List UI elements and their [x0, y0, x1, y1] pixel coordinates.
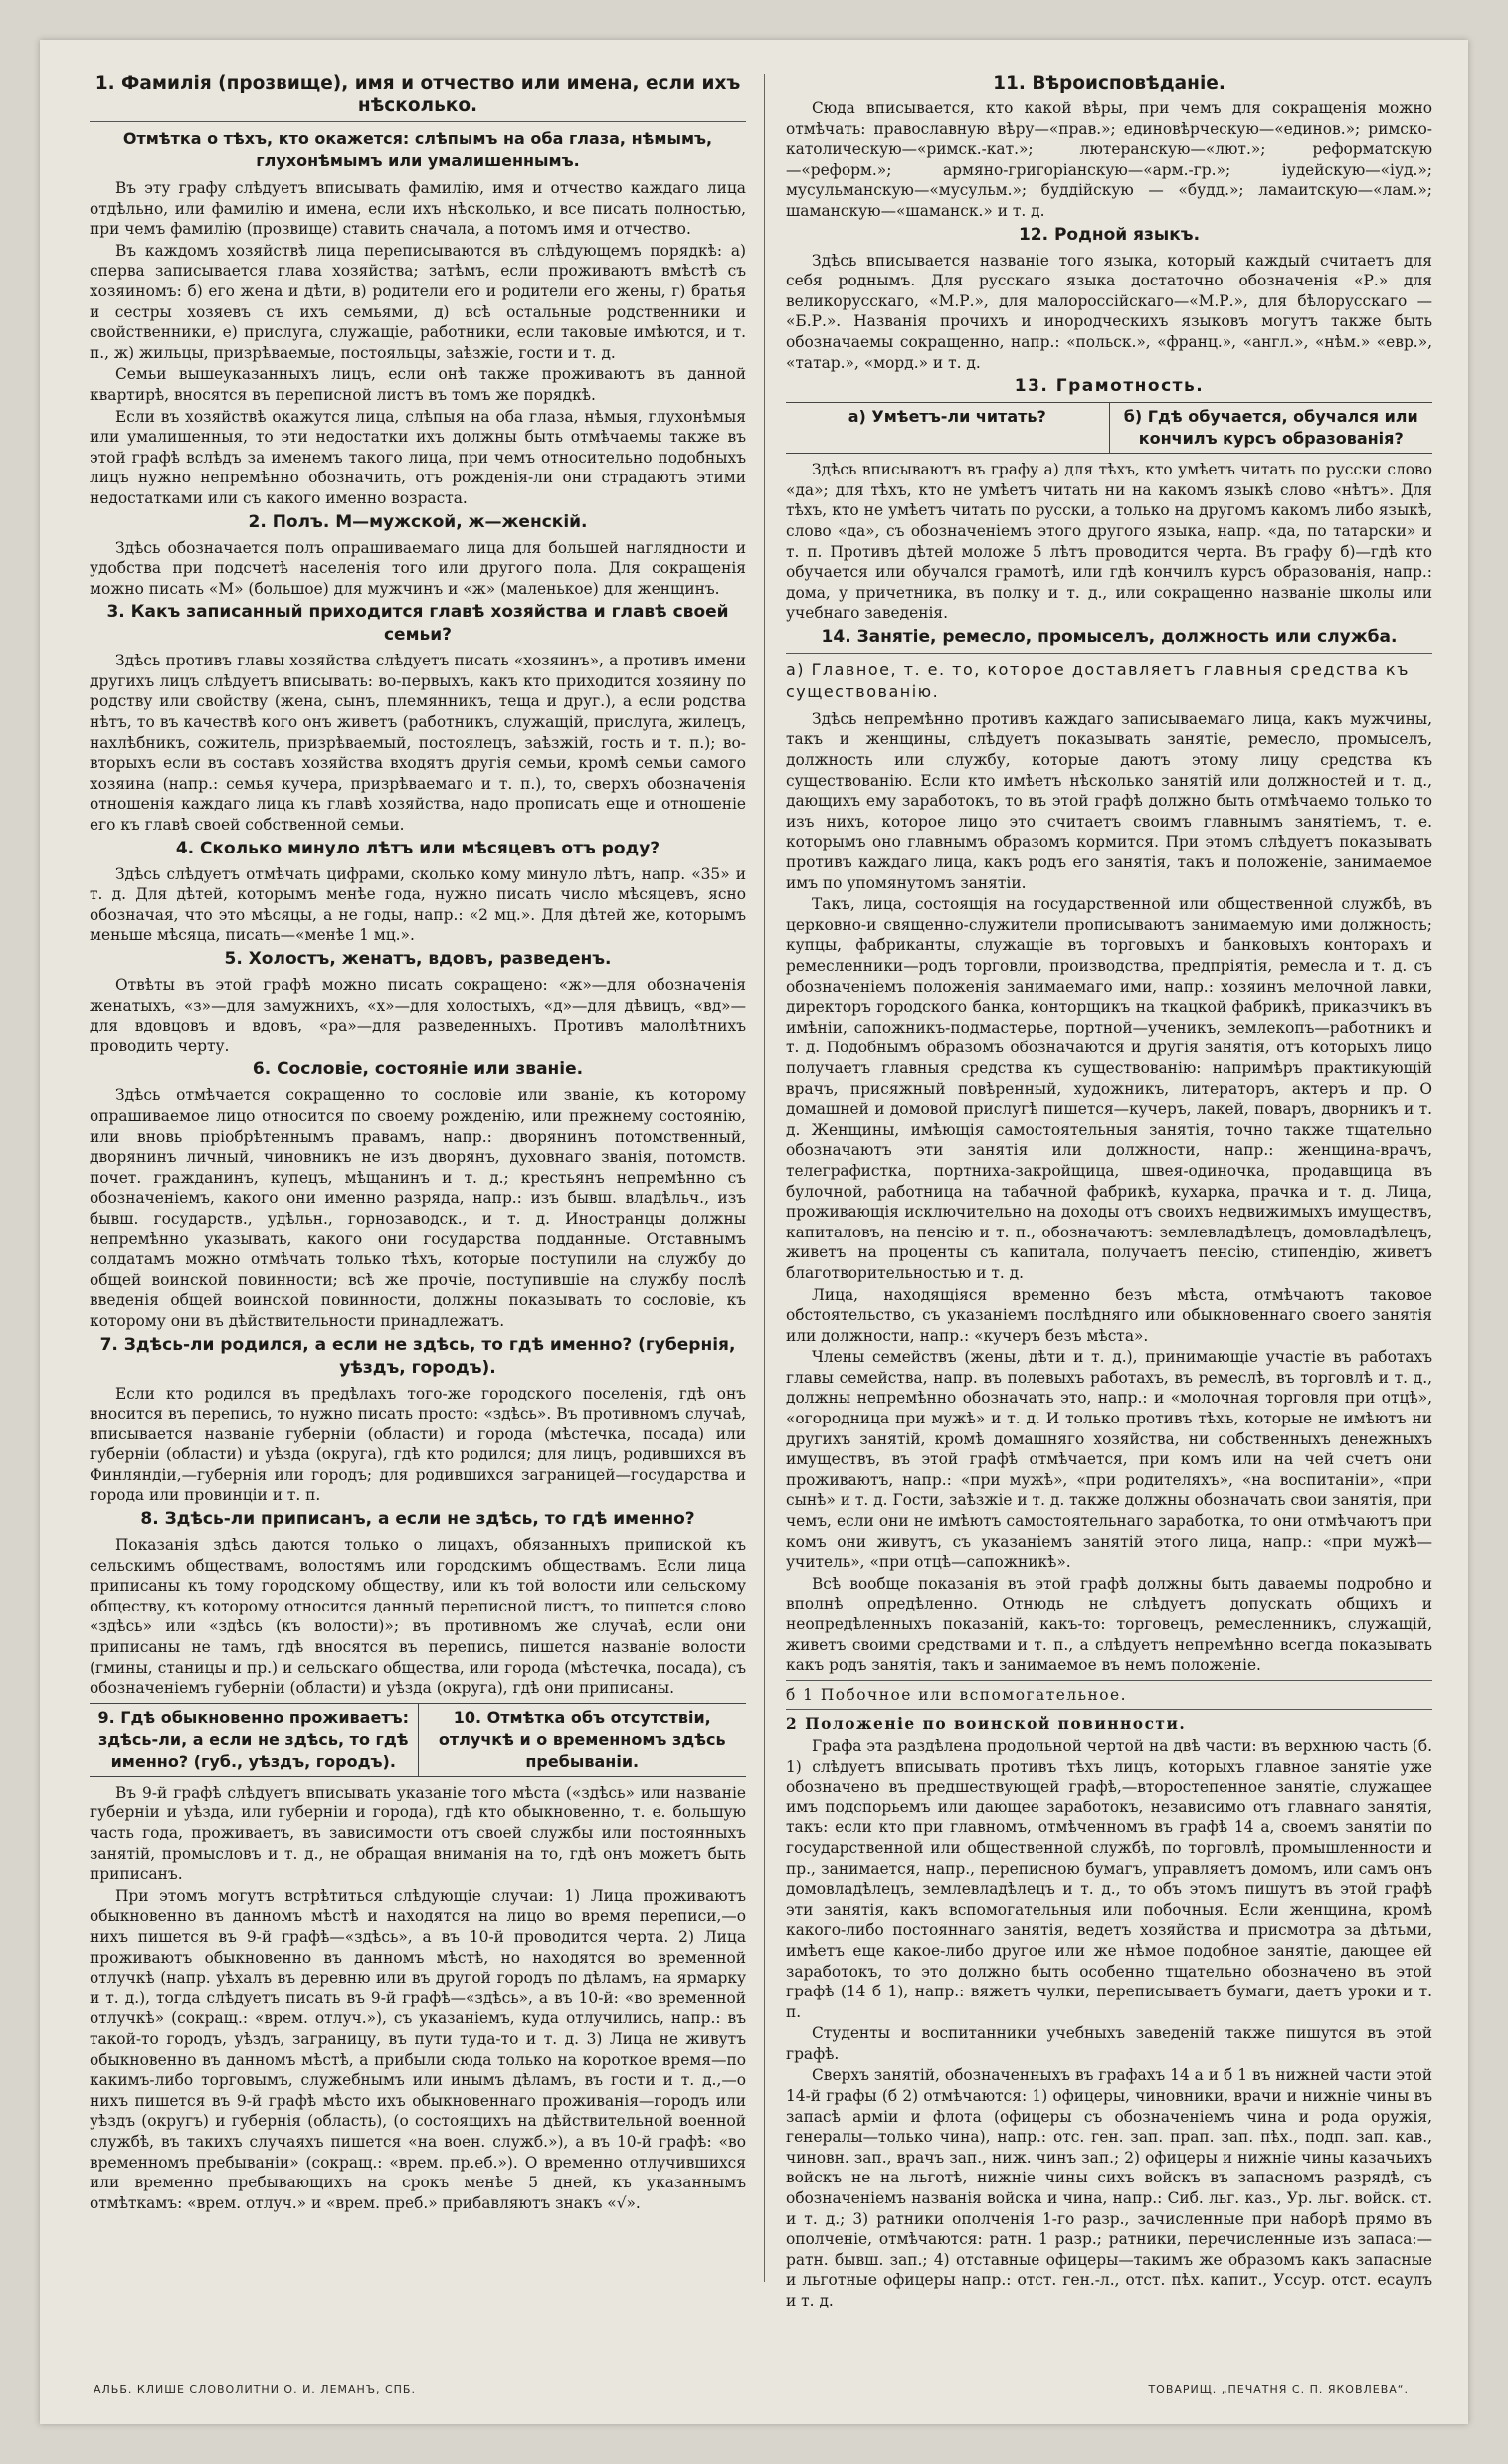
paragraph: Здѣсь обозначается полъ опрашиваемаго лица для большей наглядности и удобства при подсчетѣ населенія того или другого пола. Для сокращенія можно писать «М» (большое) для мужчинъ и «ж» (маленькое) для женщинъ. [90, 538, 746, 598]
section-13b-title: б) Гдѣ обучается, обучался или кончилъ курсъ образованія? [1109, 403, 1433, 453]
paragraph: Сюда вписывается, кто какой вѣры, при чемъ для сокращенія можно отмѣчать: православную вѣру—«прав.»; единовѣрческую—«единов.»; римско-католическую—«римск.-кат.»; лютеранскую—«лют.»; реформатскую—«реформ.»; армяно-григоріанскую—«арм.-гр.»; іудейскую—«іуд.»; мусульманскую—«мусульм.»; буддійскую — «будд.»; ламаитскую—«лам.»; шаманскую—«шаманск.» и т. д. [786, 99, 1432, 220]
paragraph: Здѣсь вписывается названіе того языка, который каждый считаетъ для себя роднымъ. Для русскаго языка достаточно обозначенія «Р.» для великорусскаго, «М.Р.», для малороссійскаго—«М.Р.», для бѣлорусскаго — «Б.Р.». Названія прочихъ и инородческихъ языковъ могутъ также быть обозначаемы сокращенно, напр.: «польск.», «франц.», «англ.», «нѣм.» «евр.», «татар.», «морд.» и т. д. [786, 251, 1432, 372]
paragraph: Показанія здѣсь даются только о лицахъ, обязанныхъ припиской къ сельскимъ обществамъ, волостямъ или городскимъ обществамъ. Если лица приписаны къ тому городскому обществу, или къ той волости или сельскому обществу, къ которому относится данный переписной листъ, то пишется слово «здѣсь» или «здѣсь (къ волости)»; въ противномъ же случаѣ, если они приписаны не тамъ, гдѣ вносятся въ перепись, пишется названіе волости (гмины, станицы и пр.) и сельскаго общества, или города (мѣстечка, посада), съ обозначеніемъ губерніи (области) и уѣзда (округа), гдѣ они приписаны. [90, 1536, 746, 1698]
section-4-title: 4. Сколько минуло лѣтъ или мѣсяцевъ отъ роду? [175, 838, 660, 858]
divider-rule [786, 653, 1432, 654]
section-8-title: 8. Здѣсь-ли приписанъ, а если не здѣсь, то гдѣ именно? [140, 1509, 695, 1530]
section-3-title: 3. Какъ записанный приходится главѣ хозяйства и главѣ своей семьи? [106, 602, 729, 646]
section-13-subheaders [786, 402, 1432, 454]
paragraph: Если кто родился въ предѣлахъ того-же городского поселенія, гдѣ онъ вносится въ перепись, то нужно писать просто: «здѣсь». Въ противномъ случаѣ, вписывается названіе губерніи (области) и города (мѣстечка, посада) или губерніи (области) и уѣзда (округа), гдѣ кто родился; для лицъ, родившихся въ Финляндіи,—губернія или городъ; для родившихся заграницей—государства и города или провинціи и т. п. [90, 1384, 746, 1505]
divider-rule [786, 1680, 1432, 1681]
section-13a-title: а) Умѣетъ-ли читать? [848, 407, 1046, 427]
paragraph: Здѣсь слѣдуетъ отмѣчать цифрами, сколько кому минуло лѣтъ, напр. «35» и т. д. Для дѣтей, которымъ менѣе года, нужно писать число мѣсяцевъ, ясно обозначая, что это мѣсяцы, а не годы, напр.: «2 мц.». Для дѣтей же, которымъ меньше мѣсяца, писать—«менѣе 1 мц.». [90, 864, 746, 945]
paragraph: Здѣсь отмѣчается сокращенно то сословіе или званіе, къ которому опрашиваемое лицо относится по своему рожденію, или прежнему состоянію, или вновь пріобрѣтеннымъ правамъ, напр.: дворянинъ потомственный, дворянинъ личный, чиновникъ не изъ дворянъ, духовнаго званія, потомств. почет. гражданинъ, купецъ, мѣщанинъ и т. д.; крестьянъ непремѣнно съ обозначеніемъ, какого они именно разряда, напр.: изъ бывш. владѣльч., изъ бывш. государств., удѣльн., горнозаводск., и т. д. Иностранцы должны непремѣнно указывать, какого они государства подданные. Отставнымъ солдатамъ можно отмѣчать только тѣхъ, которые поступили на службу до общей воинской повинности; всѣ же прочіе, поступившіе на службу послѣ введенія общей воинской повинности, должны показывать то сословіе, къ которому они въ дѣйствительности принадлежатъ. [90, 1086, 746, 1330]
divider-rule [90, 121, 746, 122]
section-13-title: 13. Грамотность. [1014, 376, 1205, 397]
section-12-title: 12. Родной языкъ. [1018, 224, 1201, 245]
paragraph: Здѣсь противъ главы хозяйства слѣдуетъ писать «хозяинъ», а противъ имени другихъ лицъ слѣдуетъ вписывать: во-первыхъ, какъ кто приходится хозяину по родству или свойству (жена, сынъ, племянникъ, теща и друг.), а если родства нѣтъ, то въ качествѣ кого онъ живетъ (работникъ, служащій, прислуга, жилецъ, нахлѣбникъ, сожитель, призрѣваемый, постоялецъ, заѣзжій, гость и т. п.); во-вторыхъ если въ составъ хозяйства входятъ другія семьи, кромѣ семьи самого хозяина (напр.: семья кучера, призрѣваемаго и т. п.), то, сверхъ обозначенія отношенія каждаго лица къ главѣ хозяйства, надо прописать еще и отношеніе его къ главѣ своей собственной семьи. [90, 652, 746, 835]
section-9-title: 9. Гдѣ обыкновенно проживаетъ: здѣсь-ли, а если не здѣсь, то гдѣ именно? (губ., уѣздъ, городъ). [97, 1707, 410, 1771]
paragraph: Такъ, лица, состоящія на государственной или общественной службѣ, въ церковно-и священно-служители прописываютъ занимаемую ими должность; купцы, фабриканты, служащіе въ торговыхъ и банковыхъ конторахъ и ремесленники—родъ торговли, производства, предпріятія, ремесла и т. д. съ обозначеніемъ положенія занимаемаго ими, напр.: хозяинъ мелочной лавки, директоръ городского банка, конторщикъ на ткацкой фабрикѣ, приказчикъ въ имѣніи, сапожникъ-подмастерье, портной—ученикъ, землекопъ—работникъ и т. д. Подобнымъ образомъ обозначаются и другія занятія, отъ которыхъ лицо получаетъ главныя средства къ существованію: напримѣръ практикующій врачъ, присяжный повѣренный, художникъ, литераторъ, актеръ и пр. О домашней и домовой прислугѣ пишется—кучеръ, лакей, поваръ, дворникъ и т. д. Женщины, имѣющія самостоятельныя занятія, точно также тщательно обозначаютъ эти занятія или должности, напр.: женщина-врачъ, телеграфистка, портниха-закройщица, швея-одиночка, продавщица въ булочной, работница на табачной фабрикѣ, кухарка, прачка и т. д. Лица, проживающія исключительно на доходы отъ своихъ недвижимыхъ имуществъ, капиталовъ, на пенсію и т. п., обозначаютъ: землевладѣлецъ, домовладѣлецъ, живетъ на проценты съ капитала, получаетъ пенсію, стипендію, живетъ благотворительностью и т. д. [786, 895, 1432, 1282]
paragraph: Въ каждомъ хозяйствѣ лица переписываются въ слѣдующемъ порядкѣ: а) сперва записывается глава хозяйства; затѣмъ, если проживаютъ вмѣстѣ съ хозяиномъ: б) его жена и дѣти, в) родители его и родители его жены, г) братья и сестры хозяевъ съ ихъ семьями, д) всѣ остальные родственники и свойственники, е) прислуга, служащіе, работники, если таковые имѣются, и т. п., ж) жильцы, призрѣваемые, постояльцы, заѣзжіе, гости и т. д. [90, 241, 746, 362]
sections-9-10-header [90, 1703, 746, 1777]
footer-left-imprint: АЛЬБ. КЛИШЕ СЛОВОЛИТНИ О. И. ЛЕМАНЪ, СПБ. [94, 2383, 416, 2396]
paragraph: Лица, находящіяся временно безъ мѣста, отмѣчаютъ таковое обстоятельство, съ указаніемъ послѣдняго или обыкновеннаго своего занятія или должности, напр.: «кучеръ безъ мѣста». [786, 1285, 1432, 1345]
paragraph: Студенты и воспитанники учебныхъ заведеній также пишутся въ этой графѣ. [786, 2024, 1432, 2063]
paragraph: Здѣсь непремѣнно противъ каждаго записываемаго лица, какъ мужчины, такъ и женщины, слѣдуетъ показывать занятіе, ремесло, промыселъ, должность или службу, которые даютъ этому лицу средства къ существованію. Если кто имѣетъ нѣсколько занятій или должностей и т. д., дающихъ ему заработокъ, то въ этой графѣ должно быть отмѣчаемо только то изъ нихъ, которое лицо это считаетъ своимъ главнымъ занятіемъ, т. е. которымъ оно главнымъ образомъ кормится. При этомъ слѣдуетъ показывать противъ каждаго лица, какъ родъ его занятія, такъ и положеніе, занимаемое имъ по упомянутомъ занятіи. [786, 709, 1432, 892]
paragraph: Въ 9-й графѣ слѣдуетъ вписывать указаніе того мѣста («здѣсь» или названіе губерніи и уѣзда, или губерніи и города), гдѣ кто обыкновенно, т. е. большую часть года, проживаетъ, въ зависимости отъ своей службы или постоянныхъ занятій, промысловъ и т. д., не обращая вниманія на то, гдѣ онъ можетъ быть приписанъ. [90, 1783, 746, 1884]
section-1-title: 1. Фамилія (прозвище), имя и отчество или имена, если ихъ нѣсколько. [94, 73, 741, 116]
section-5-title: 5. Холостъ, женатъ, вдовъ, разведенъ. [224, 949, 612, 969]
paragraph: Члены семействъ (жены, дѣти и т. д.), принимающіе участіе въ работахъ главы семейства, напр. въ полевыхъ работахъ, въ ремеслѣ, въ торговлѣ и т. д., должны непремѣнно обозначать это, напр.: и «молочная торговля при отцѣ», «огородница при мужѣ» и т. д. И только противъ тѣхъ, которые не имѣютъ ни другихъ занятій, кромѣ домашняго хозяйства, ни собственныхъ денежныхъ имуществъ, въ этой графѣ отмѣчается, при комъ или на чей счетъ они проживаютъ, напр.: «при мужѣ», «при родителяхъ», «на воспитаніи», «при сынѣ» и т. д. Гости, заѣзжіе и т. д. также должны обозначать свои занятія, при чемъ, если они не имѣютъ самостоятельнаго заработка, то они отмѣчаютъ при комъ они живутъ, съ указаніемъ занятій этого лица, напр.: «при мужѣ—учитель», «при отцѣ—сапожникѣ». [786, 1348, 1432, 1572]
section-1-subtitle: Отмѣтка о тѣхъ, кто окажется: слѣпымъ на оба глаза, нѣмымъ, глухонѣмымъ или умалишеннымъ. [122, 129, 713, 170]
paragraph: Здѣсь вписываютъ въ графу а) для тѣхъ, кто умѣетъ читать по русски слово «да»; для тѣхъ, кто не умѣетъ читать ни на какомъ языкѣ слово «нѣтъ». Для тѣхъ, кто не умѣетъ читать по русски, а только на другомъ какомъ либо языкѣ, слово «да», съ обозначеніемъ этого другого языка, напр. «да, по татарски» и т. п. Противъ дѣтей моложе 5 лѣтъ проводится черта. Въ графу б)—гдѣ кто обучается или обучался грамотѣ, или гдѣ кончилъ курсъ образованія, напр.: дома, у причетника, въ полку и т. д., или сокращенно названіе школы или учебнаго заведенія. [786, 461, 1432, 623]
section-14b2-title: 2 Положеніе по воинской повинности. [786, 1715, 1187, 1734]
paragraph: Семьи вышеуказанныхъ лицъ, если онѣ также проживаютъ въ данной квартирѣ, вносятся въ переписной листъ въ томъ же порядкѣ. [90, 365, 746, 404]
section-2-title: 2. Полъ. М—мужской, ж—женскій. [248, 511, 588, 532]
right-column [786, 70, 1432, 2310]
footer-right-imprint: ТОВАРИЩ. „ПЕЧАТНЯ С. П. ЯКОВЛЕВА“. [1148, 2383, 1409, 2396]
column-divider [764, 74, 765, 2282]
paragraph: Всѣ вообще показанія въ этой графѣ должны быть даваемы подробно и вполнѣ опредѣленно. Отнюдь не слѣдуетъ допускать общихъ и неопредѣленныхъ показаній, какъ-то: торговецъ, ремесленникъ, служащій, живетъ своими средствами и т. п., а слѣдуетъ непремѣнно всегда показывать какъ родъ занятія, такъ и занимаемое въ немъ положеніе. [786, 1574, 1432, 1675]
section-14-title: 14. Занятіе, ремесло, промыселъ, должность или служба. [821, 626, 1398, 647]
section-7-title: 7. Здѣсь-ли родился, а если не здѣсь, то гдѣ именно? (губернія, уѣздъ, городъ). [99, 1334, 736, 1378]
paragraph: Въ эту графу слѣдуетъ вписывать фамилію, имя и отчество каждаго лица отдѣльно, или фамилію и имена, если ихъ нѣсколько, и все писать полностью, при чемъ фамилію (прозвище) ставить сначала, а потомъ имя и отчество. [90, 179, 746, 239]
paragraph: Сверхъ занятій, обозначенныхъ въ графахъ 14 а и б 1 въ нижней части этой 14-й графы (б 2) отмѣчаются: 1) офицеры, чиновники, врачи и нижніе чины въ запасѣ арміи и флота (офицеры съ обозначеніемъ чина и рода оружія, генералы—только чина), напр.: отс. ген. зап. прап. зап. пѣх., подп. зап. кав., чиновн. зап., врачъ зап., ниж. чинъ зап.; 2) офицеры и нижніе чины казачьихъ войскъ не на льготѣ, нижніе чины сихъ войскъ въ запасномъ разрядѣ, съ обозначеніемъ названія войска и чина, напр.: Сиб. льг. каз., Ур. льг. войск. ст. и т. д.; 3) ратники ополченія 1-го разр., зачисленные при наборѣ прямо въ ополченіе, отмѣчаются: ратн. 1 разр.; ратники, перечисленные изъ запаса:—ратн. бывш. зап.; 4) отставные офицеры—такимъ же образомъ какъ запасные и льготные офицеры напр.: отст. ген.-л., отст. пѣх. капит., Уссур. отст. есаулъ и т. д. [786, 2066, 1432, 2310]
divider-rule [786, 1709, 1432, 1710]
paragraph: Если въ хозяйствѣ окажутся лица, слѣпыя на оба глаза, нѣмыя, глухонѣмыя или умалишенныя, то эти недостатки ихъ должны быть отмѣчаемы также въ этой графѣ вслѣдъ за именемъ такого лица, при чемъ относительно подобныхъ лицъ нужно непремѣнно обозначить, отъ рожденія-ли они страдаютъ этими недостатками или съ какого именно возраста. [90, 407, 746, 507]
section-10-title: 10. Отмѣтка объ отсутствіи, отлучкѣ и о временномъ здѣсь пребываніи. [418, 1704, 747, 1776]
section-14a-title: а) Главное, т. е. то, которое доставляетъ главныя средства къ существованію. [786, 660, 1410, 701]
section-6-title: 6. Сословіе, состояніе или званіе. [252, 1059, 584, 1080]
section-14b1-title: б 1 Побочное или вспомогательное. [786, 1685, 1128, 1704]
paragraph: При этомъ могутъ встрѣтиться слѣдующіе случаи: 1) Лица проживаютъ обыкновенно въ данномъ мѣстѣ и находятся на лицо во время переписи,—о нихъ пишется въ 9-й графѣ—«здѣсь», а въ 10-й проводится черта. 2) Лица проживаютъ обыкновенно въ данномъ мѣстѣ, но находятся во временной отлучкѣ (напр. уѣхалъ въ деревню или въ другой городъ по дѣламъ, на ярмарку и т. д.), тогда слѣдуетъ писать въ 9-й графѣ—«здѣсь», а въ 10-й: «во временной отлучкѣ» (сокращ.: «врем. отлуч.»), съ указаніемъ, куда отлучились, напр.: въ такой-то городъ, уѣздъ, заграницу, въ пути туда-то и т. д. 3) Лица не живутъ обыкновенно въ данномъ мѣстѣ, а прибыли сюда только на короткое время—по какимъ-либо торговымъ, служебнымъ или инымъ дѣламъ, въ гости и т. д.,—о нихъ пишется въ 9-й графѣ мѣсто ихъ обыкновеннаго проживанія—городъ или уѣздъ (округъ) и губернія (область), (о состоящихъ на дѣйствительной военной службѣ, въ такихъ случаяхъ пишется «на воен. служб.»), а въ 10-й графѣ: «во временномъ пребываніи» (сокращ.: «врем. пр.еб.»). О временно отлучившихся или временно пребывающихъ на срокъ менѣе 5 дней, къ указаннымъ отмѣткамъ: «врем. отлуч.» и «врем. преб.» прибавляютъ знакъ «√». [90, 1886, 746, 2212]
census-instruction-sheet [40, 40, 1468, 2424]
paragraph: Отвѣты въ этой графѣ можно писать сокращено: «ж»—для обозначенія женатыхъ, «з»—для замужнихъ, «х»—для холостыхъ, «д»—для дѣвицъ, «вд»—для вдовцовъ и вдовъ, «ра»—для разведенныхъ. Противъ малолѣтнихъ проводить черту. [90, 976, 746, 1055]
paragraph: Графа эта раздѣлена продольной чертой на двѣ части: въ верхнюю часть (б. 1) слѣдуетъ вписывать противъ тѣхъ лицъ, которыхъ главное занятіе уже обозначено въ предшествующей графѣ,—второстепенное занятіе, служащее имъ подспорьемъ или дающее заработокъ, независимо отъ главнаго занятія, такъ: если кто при главномъ, отмѣченномъ въ графѣ 14 а, своемъ занятіи по государственной или общественной службѣ, по торговлѣ, промышленности и пр., занимается, напр., переписною бумагъ, управляетъ домомъ, или самъ онъ домовладѣлецъ, землевладѣлецъ и т. д., то объ этомъ пишутъ въ этой графѣ эти занятія, какъ вспомогательныя или побочныя. Если женщина, кромѣ какого-либо постояннаго занятія, ведетъ хозяйства и присмотра за дѣтьми, имѣетъ еще какое-либо другое или же нѣмое подобное занятіе, дающее ей заработокъ, то это должно быть особенно тщательно обозначено въ этой графѣ (14 б 1), напр.: вяжетъ чулки, переписываетъ бумаги, даетъ уроки и т. п. [786, 1736, 1432, 2021]
left-column [90, 70, 746, 2288]
section-11-title: 11. Вѣроисповѣданіе. [993, 73, 1225, 94]
